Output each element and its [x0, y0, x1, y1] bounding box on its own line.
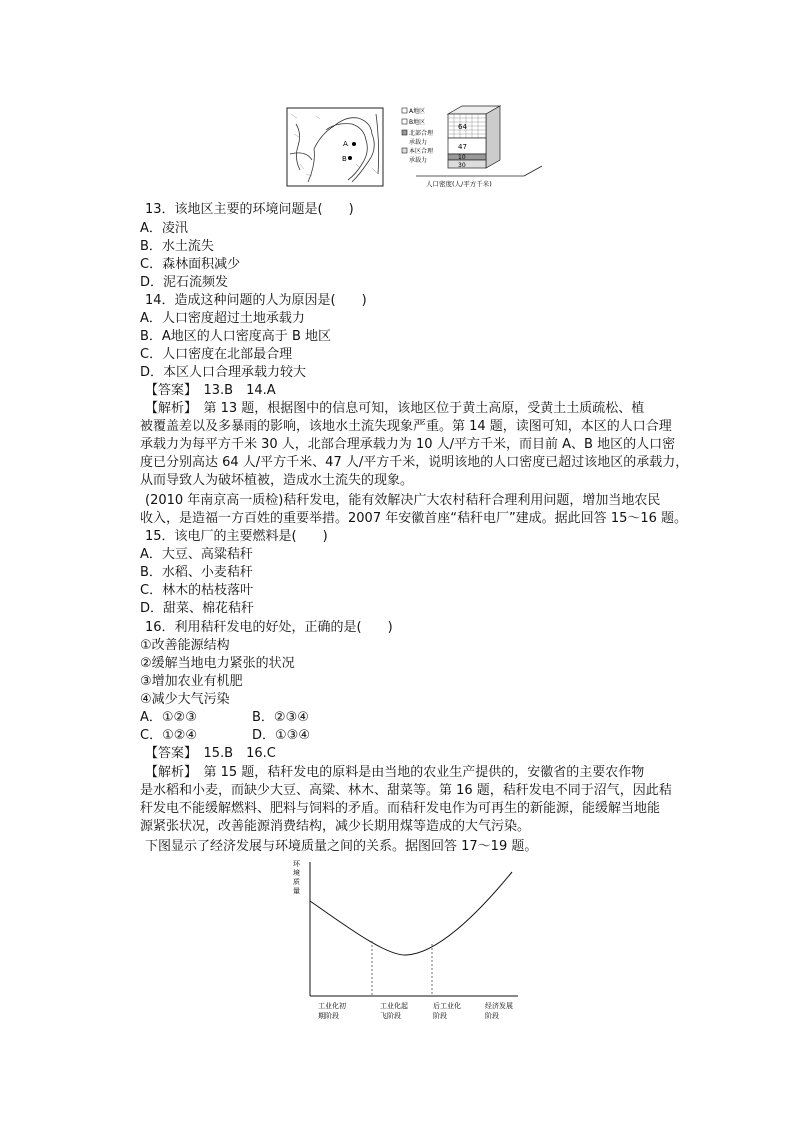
q15-option-b: B．水稻、小麦秸秆 — [140, 565, 253, 580]
q15-option-a: A．大豆、高粱秸秆 — [140, 547, 253, 562]
q14-option-b: B．A地区的人口密度高于 B 地区 — [140, 329, 331, 344]
legend-b-swatch — [402, 119, 407, 124]
x-label-2-line-1: 工业化起 — [380, 1002, 408, 1010]
analysis-15-16-line-4: 源紧张状况，改善能源消费结构，减少长期用煤等造成的大气污染。 — [140, 819, 531, 834]
q13-option-a: A．凌汛 — [140, 221, 188, 236]
bar-segment-north — [448, 154, 486, 160]
q16-item-3: ③增加农业有机肥 — [140, 674, 243, 689]
legend-a-swatch — [402, 108, 407, 113]
y-label-char-2: 境 — [293, 869, 300, 877]
q15-option-d: D．甜菜、棉花秸秆 — [140, 601, 255, 616]
answer-15-16: 【答案】 15.B 16.C — [145, 746, 276, 761]
analysis-13-14-line-1: 【解析】 第 13 题，根据图中的信息可知，该地区位于黄土高原，受黄土土质疏松、植 — [145, 401, 645, 416]
legend-north-label: 北部合理 — [409, 130, 434, 137]
intro-15-16-line-2: 收入，是造福一方百姓的重要举措。2007 年安徽首座“秸秆电厂”建成。据此回答 15～16 题。 — [140, 511, 688, 526]
legend-north-swatch — [402, 130, 407, 135]
analysis-15-16-line-2: 是水稻和小麦，而缺少大豆、高粱、林木、甜菜等。第 16 题，秸秆发电不同于沼气，因此秸 — [140, 783, 672, 798]
q14-option-a: A．人口密度超过土地承载力 — [140, 311, 305, 326]
y-label-char-1: 环 — [293, 860, 300, 868]
q13-stem: 13．该地区主要的环境问题是( ) — [145, 202, 354, 217]
q16-stem: 16．利用秸秆发电的好处，正确的是( ) — [145, 620, 393, 635]
bar-segment-b — [448, 138, 486, 154]
q16-item-2: ②缓解当地电力紧张的状况 — [140, 656, 295, 671]
bar-value-30: 30 — [458, 162, 466, 169]
figure-environment-curve — [286, 856, 536, 1026]
map-frame — [287, 108, 383, 186]
legend-a-label: A地区 — [409, 108, 426, 115]
x-label-1-line-2: 期阶段 — [318, 1012, 339, 1020]
bar-segment-local — [448, 160, 486, 168]
bar-value-47: 47 — [458, 143, 467, 151]
q14-stem: 14．造成这种问题的人为原因是( ) — [145, 293, 367, 308]
q16-option-a: A．①②③ — [140, 710, 197, 725]
x-label-4-line-1: 经济发展 — [485, 1002, 513, 1010]
q16-option-c: C．①②④ — [140, 728, 198, 743]
q16-option-d: D．①③④ — [252, 728, 310, 743]
density-bar — [448, 106, 500, 168]
legend — [402, 107, 433, 164]
analysis-15-16-line-3: 秆发电不能缓解燃料、肥料与饲料的矛盾。而秸秆发电作为可再生的新能源，能缓解当地能 — [140, 801, 661, 816]
point-b-label: B — [342, 155, 347, 163]
q13-option-c: C．森林面积减少 — [140, 257, 241, 272]
legend-local-label-2: 承载力 — [409, 157, 428, 164]
legend-local-swatch — [402, 148, 407, 153]
bar-value-64: 64 — [458, 123, 467, 131]
intro-15-16-line-1: (2010 年南京高一质检)秸秆发电，能有效解决广大农村秸秆合理利用问题，增加当地农民 — [145, 493, 661, 508]
x-label-1-line-1: 工业化初 — [318, 1002, 346, 1010]
quality-curve — [310, 872, 512, 955]
q13-option-d: D．泥石流频发 — [140, 275, 229, 290]
q14-option-d: D．本区人口合理承载力较大 — [140, 365, 307, 380]
analysis-13-14-line-3: 承载力为每平方千米 30 人，北部合理承载力为 10 人/平方千米，而目前 A、B 地区的人口密 — [140, 437, 676, 452]
q15-option-c: C．林木的枯枝落叶 — [140, 583, 254, 598]
x-label-4-line-2: 阶段 — [485, 1012, 499, 1020]
analysis-13-14-line-2: 被覆盖差以及多暴雨的影响，该地水土流失现象严重。第 14 题，读图可知，本区的人口合理 — [140, 419, 672, 434]
x-label-3-line-2: 阶段 — [433, 1012, 447, 1020]
point-a-label: A — [343, 140, 348, 148]
point-b-dot — [348, 156, 352, 160]
legend-local-label: 本区合理 — [409, 148, 434, 155]
q16-item-4: ④减少大气污染 — [140, 692, 230, 707]
x-label-2-line-2: 飞阶段 — [380, 1012, 401, 1020]
legend-north-label-2: 承载力 — [409, 139, 428, 146]
q15-stem: 15．该电厂的主要燃料是( ) — [145, 529, 328, 544]
figure-population-map — [286, 104, 544, 190]
x-label-3-line-1: 后工业化 — [433, 1002, 461, 1010]
answer-13-14: 【答案】 13.B 14.A — [145, 383, 276, 398]
legend-b-label: B地区 — [409, 119, 426, 126]
bar-value-10: 10 — [458, 154, 466, 161]
analysis-15-16-line-1: 【解析】 第 15 题，秸秆发电的原料是由当地的农业生产提供的，安徽省的主要农作物 — [145, 765, 645, 780]
analysis-13-14-line-5: 从而导致人为破坏植被，造成水土流失的现象。 — [140, 473, 414, 488]
q13-option-b: B．水土流失 — [140, 239, 214, 254]
q16-option-b: B．②③④ — [252, 710, 309, 725]
q16-item-1: ①改善能源结构 — [140, 638, 230, 653]
intro-17-19: 下图显示了经济发展与环境质量之间的关系。据图回答 17～19 题。 — [145, 839, 538, 854]
axis-label: 人口密度(人/平方千米) — [426, 180, 492, 188]
y-label-char-4: 量 — [293, 887, 300, 895]
analysis-13-14-line-4: 度已分别高达 64 人/平方千米、47 人/平方千米，说明该地的人口密度已超过该地区的承载力， — [140, 455, 689, 470]
q14-option-c: C．人口密度在北部最合理 — [140, 347, 293, 362]
y-label-char-3: 质 — [293, 878, 300, 886]
point-a-dot — [352, 142, 356, 146]
